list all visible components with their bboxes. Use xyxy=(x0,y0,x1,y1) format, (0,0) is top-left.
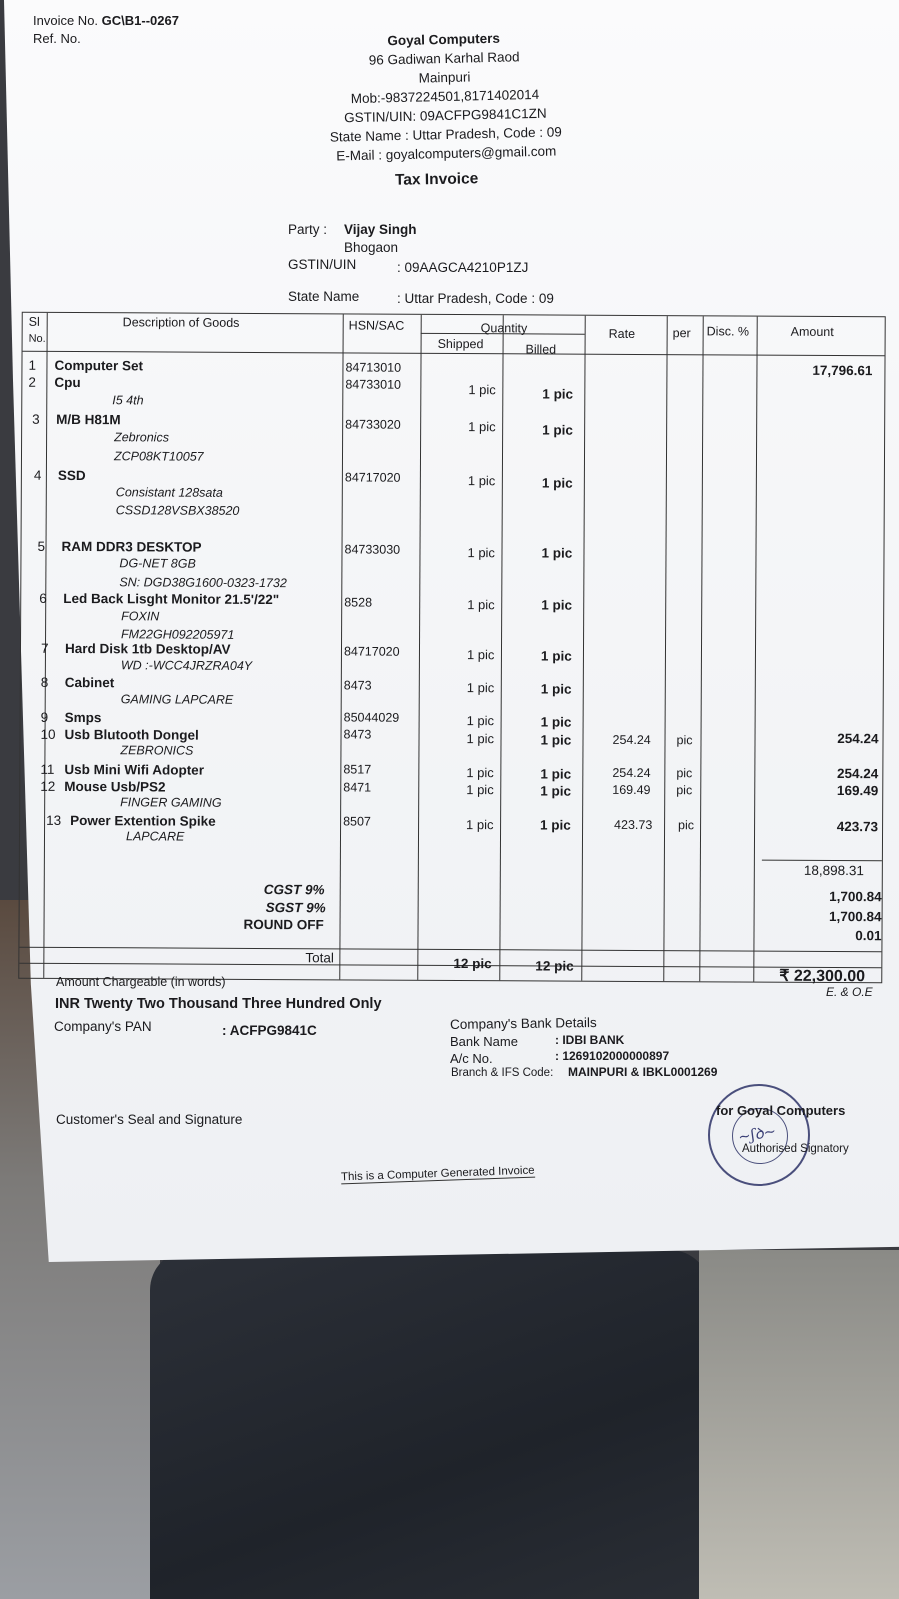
item-shipped: 1 pic xyxy=(466,680,495,696)
signature-icon: ~ʃꝺ~ xyxy=(736,1121,778,1147)
item-shipped: 1 pic xyxy=(467,597,495,613)
item-billed: 1 pic xyxy=(542,422,573,438)
ref-no-label: Ref. No. xyxy=(33,31,81,46)
eoe-note: E. & O.E xyxy=(826,985,873,999)
item-hsn: 8471 xyxy=(343,780,372,795)
item-billed: 1 pic xyxy=(541,545,573,561)
bank-name-label: Bank Name xyxy=(450,1034,518,1049)
item-rate: 423.73 xyxy=(614,817,653,833)
item-hsn: 8517 xyxy=(343,762,372,777)
item-hsn: 84717020 xyxy=(343,644,400,659)
item-amount: 254.24 xyxy=(837,731,879,747)
item-per: pic xyxy=(678,818,695,833)
col-hsn: HSN/SAC xyxy=(348,318,405,333)
computer-generated-note: This is a Computer Generated Invoice xyxy=(340,1164,535,1184)
cgst-value: 1,700.84 xyxy=(829,888,882,905)
company-address1: 96 Gadiwan Karhal Raod xyxy=(368,49,520,68)
item-shipped: 1 pic xyxy=(467,545,496,561)
item-amount: 254.24 xyxy=(837,766,879,782)
item-hsn: 84717020 xyxy=(344,470,401,485)
item-name: RAM DDR3 DESKTOP xyxy=(61,538,202,555)
item-billed: 1 pic xyxy=(540,783,572,799)
company-email: E-Mail : goyalcomputers@gmail.com xyxy=(336,143,557,164)
subtotal-value: 18,898.31 xyxy=(803,862,864,879)
item-name: Power Extention Spike xyxy=(70,813,216,829)
item-rate: 254.24 xyxy=(612,732,651,748)
col-quantity: Quantity xyxy=(480,321,528,336)
item-sl: 9 xyxy=(40,709,49,725)
total-label: Total xyxy=(305,950,334,966)
party-label: Party : xyxy=(288,222,328,237)
col-no: No. xyxy=(28,332,46,345)
col-amount: Amount xyxy=(790,324,834,339)
branch-label: Branch & IFS Code: xyxy=(451,1067,554,1079)
roundoff-value: 0.01 xyxy=(855,928,882,944)
col-per: per xyxy=(672,326,691,341)
party-state-value: : Uttar Pradesh, Code : 09 xyxy=(397,291,554,306)
col-rate: Rate xyxy=(608,326,636,341)
item-per: pic xyxy=(676,766,693,781)
item-detail: CSSD128VSBX38520 xyxy=(115,503,240,518)
sgst-value: 1,700.84 xyxy=(828,908,882,925)
item-name: M/B H81M xyxy=(56,411,121,428)
party-place: Bhogaon xyxy=(344,240,399,255)
invoice-no xyxy=(33,13,179,28)
document-title: Tax Invoice xyxy=(394,170,479,189)
grand-total: ₹ 22,300.00 xyxy=(779,967,866,986)
item-name: Cpu xyxy=(54,374,81,391)
customer-seal-label: Customer's Seal and Signature xyxy=(56,1112,243,1127)
bank-title: Company's Bank Details xyxy=(449,1014,597,1033)
item-sl: 6 xyxy=(39,590,47,606)
background-jeans xyxy=(150,1250,710,1599)
col-billed: Billed xyxy=(525,342,557,357)
item-hsn: 8528 xyxy=(344,595,373,610)
item-detail: Zebronics xyxy=(114,430,170,445)
item-shipped: 1 pic xyxy=(466,647,495,663)
item-shipped: 1 pic xyxy=(467,473,496,489)
item-sl: 5 xyxy=(37,538,46,554)
item-detail: Consistant 128sata xyxy=(115,485,223,500)
item-shipped: 1 pic xyxy=(466,731,495,747)
item-detail: LAPCARE xyxy=(125,829,185,844)
item-detail: SN: DGD38G1600-0323-1732 xyxy=(119,575,287,591)
item-sl: 1 xyxy=(28,357,37,373)
item-per: pic xyxy=(676,733,693,748)
item-sl: 3 xyxy=(32,411,40,427)
item-amount: 169.49 xyxy=(836,783,879,799)
item-billed: 1 pic xyxy=(540,648,572,664)
pan-label: Company's PAN xyxy=(54,1019,152,1034)
cgst-label: CGST 9% xyxy=(263,882,325,898)
item-amount: 423.73 xyxy=(836,819,879,835)
party-gstin-value: : 09AAGCA4210P1ZJ xyxy=(397,260,529,275)
item-detail: FINGER GAMING xyxy=(120,795,222,810)
item-billed: 1 pic xyxy=(541,475,573,491)
item-amount: 17,796.61 xyxy=(812,362,873,379)
item-sl: 2 xyxy=(28,374,36,390)
item-hsn: 8473 xyxy=(343,727,372,742)
item-hsn: 8507 xyxy=(343,814,371,829)
pan-value: : ACFPG9841C xyxy=(222,1023,317,1038)
words-label: Amount Chargeable (in words) xyxy=(56,975,226,989)
item-shipped: 1 pic xyxy=(466,782,494,798)
item-rate: 169.49 xyxy=(612,782,651,798)
party-state-label: State Name xyxy=(288,289,360,304)
company-block xyxy=(299,27,592,167)
item-billed: 1 pic xyxy=(540,681,572,697)
authorised-signatory-label: Authorised Signatory xyxy=(742,1143,849,1155)
item-billed: 1 pic xyxy=(541,597,573,613)
col-shipped: Shipped xyxy=(437,336,484,352)
item-billed: 1 pic xyxy=(540,714,572,730)
total-shipped: 12 pic xyxy=(453,956,492,972)
item-sl: 4 xyxy=(33,467,42,483)
item-per: pic xyxy=(676,783,693,798)
sgst-label: SGST 9% xyxy=(265,900,326,916)
invoice-no-value: GC\B1--0267 xyxy=(101,13,179,28)
company-address2: Mainpuri xyxy=(418,69,471,86)
item-name: Led Back Lisght Monitor 21.5'/22" xyxy=(63,590,280,608)
branch-value: MAINPURI & IBKL0001269 xyxy=(568,1065,718,1079)
items-table xyxy=(18,312,885,984)
item-name: Mouse Usb/PS2 xyxy=(64,778,166,795)
item-billed: 1 pic xyxy=(540,817,571,833)
item-shipped: 1 pic xyxy=(468,382,496,398)
item-hsn: 84713010 xyxy=(345,360,402,375)
col-disc: Disc. % xyxy=(706,324,750,339)
item-detail: FM22GH092205971 xyxy=(121,627,235,642)
item-name: Usb Mini Wifi Adopter xyxy=(64,761,205,778)
item-billed: 1 pic xyxy=(540,766,572,782)
item-hsn: 85044029 xyxy=(343,710,400,725)
item-name: Hard Disk 1tb Desktop/AV xyxy=(64,640,231,657)
bank-name-value: : IDBI BANK xyxy=(555,1033,625,1047)
item-billed: 1 pic xyxy=(542,386,574,402)
item-rate: 254.24 xyxy=(612,765,651,781)
item-hsn: 84733010 xyxy=(345,377,402,392)
party-name: Vijay Singh xyxy=(344,222,417,237)
item-name: Cabinet xyxy=(64,674,115,691)
item-sl: 13 xyxy=(46,812,62,828)
item-sl: 12 xyxy=(40,778,56,794)
item-hsn: 84733030 xyxy=(344,542,401,557)
invoice-no-label: Invoice No. xyxy=(33,13,99,28)
background-right xyxy=(699,1250,899,1599)
total-billed: 12 pic xyxy=(535,958,574,974)
item-shipped: 1 pic xyxy=(466,765,494,781)
item-shipped: 1 pic xyxy=(466,817,494,833)
item-shipped: 1 pic xyxy=(466,713,495,729)
item-detail: I5 4th xyxy=(112,393,144,408)
item-detail: FOXIN xyxy=(121,609,160,624)
company-mobile: Mob:-9837224501,8171402014 xyxy=(350,86,540,107)
company-gstin: GSTIN/UIN: 09ACFPG9841C1ZN xyxy=(344,105,547,126)
item-sl: 8 xyxy=(40,674,49,690)
item-detail: ZEBRONICS xyxy=(120,743,194,758)
item-shipped: 1 pic xyxy=(468,419,496,435)
item-name: Usb Blutooth Dongel xyxy=(64,726,199,743)
account-value: : 1269102000000897 xyxy=(555,1049,670,1063)
item-name: SSD xyxy=(57,467,86,484)
col-desc: Description of Goods xyxy=(122,315,240,330)
for-company-label: for Goyal Computers xyxy=(716,1103,846,1118)
item-hsn: 84733020 xyxy=(345,417,401,432)
item-name: Smps xyxy=(64,709,102,726)
account-label: A/c No. xyxy=(450,1051,493,1066)
roundoff-label: ROUND OFF xyxy=(243,916,324,933)
party-gstin-label: GSTIN/UIN xyxy=(288,257,357,272)
item-detail: ZCP08KT10057 xyxy=(113,449,204,464)
item-sl: 10 xyxy=(40,726,56,742)
col-sl: Sl xyxy=(28,314,40,329)
amount-in-words: INR Twenty Two Thousand Three Hundred Only xyxy=(55,996,382,1012)
item-name: Computer Set xyxy=(54,357,144,374)
company-state: State Name : Uttar Pradesh, Code : 09 xyxy=(329,124,562,145)
item-detail: WD :-WCC4JRZRA04Y xyxy=(120,658,253,673)
item-sl: 7 xyxy=(40,640,49,656)
item-billed: 1 pic xyxy=(540,732,572,748)
item-detail: DG-NET 8GB xyxy=(119,556,196,571)
company-name: Goyal Computers xyxy=(387,30,501,49)
item-hsn: 8473 xyxy=(343,678,372,693)
item-detail: GAMING LAPCARE xyxy=(120,692,234,707)
item-sl: 11 xyxy=(40,761,55,777)
